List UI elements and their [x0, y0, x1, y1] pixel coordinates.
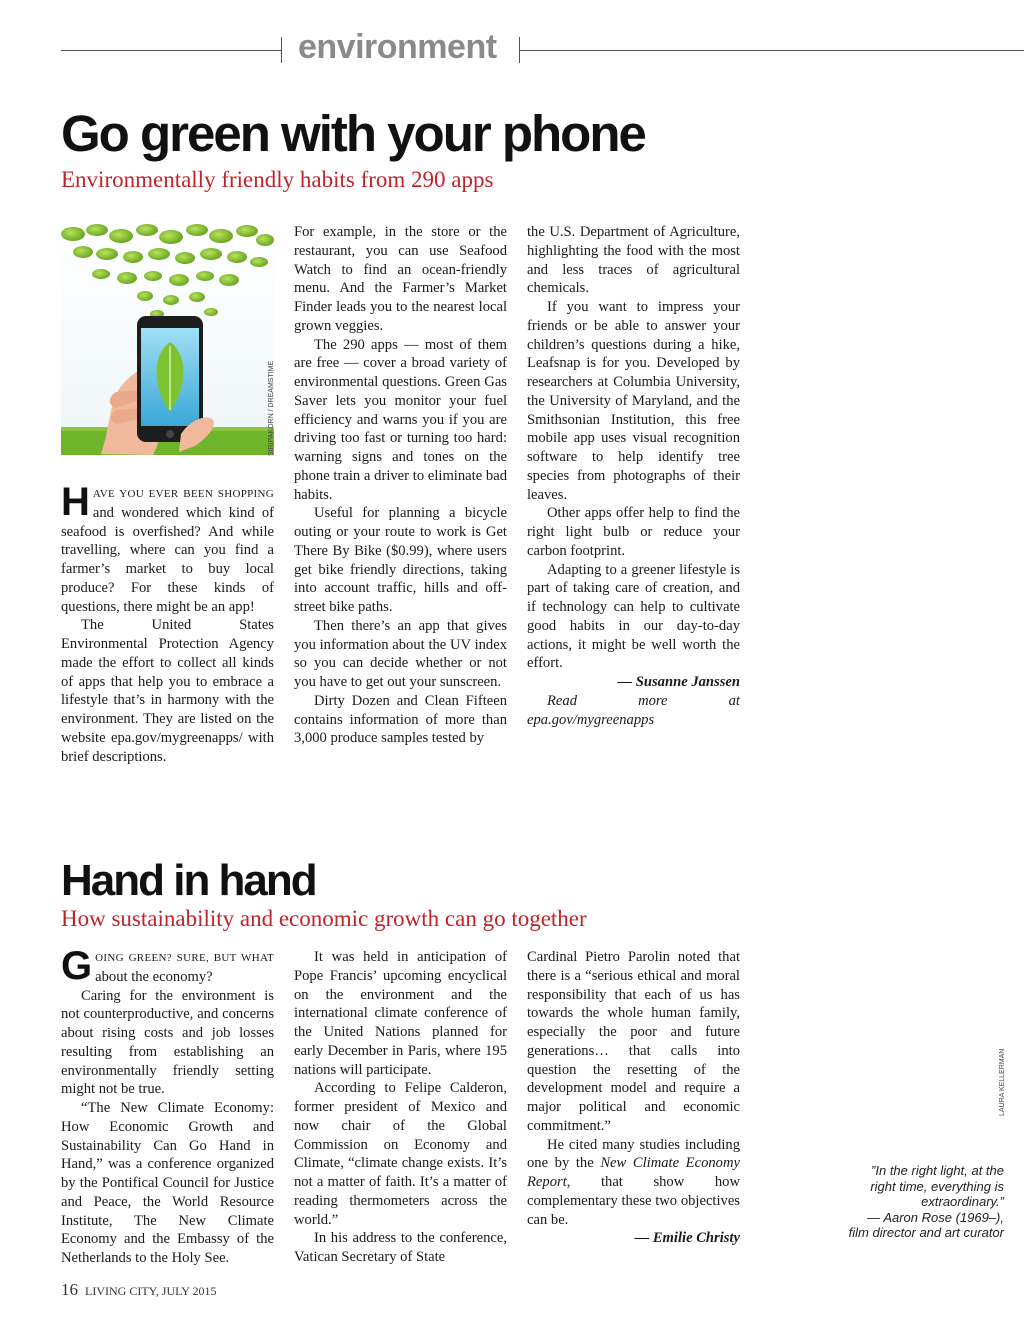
- article2-paragraph: Caring for the environment is not counterproductive, and concerns about rising costs and job losses resulting from establishing an environmentally friendly setting might not be true.: [61, 987, 274, 1098]
- publication-info: LIVING CITY, JULY 2015: [85, 1284, 217, 1298]
- phone-leaf-illustration: [61, 224, 274, 455]
- article1-paragraph: Adapting to a greener lifestyle is part of taking care of creation, and if technology can help to cultivate good habits in our day-to-day actions, it might be well worth the effort.: [527, 561, 740, 672]
- article2-lead-smallcaps: OING GREEN? SURE, BUT WHAT: [95, 952, 274, 964]
- article1-paragraph: For example, in the store or the restaurant, you can use Seafood Watch to find an ocean-friendly menu. And the Farmer’s Market Finder leads you to the nearest local grown veggies.: [294, 224, 507, 334]
- article1-author: — Susanne Janssen: [617, 674, 740, 690]
- sidebar-credit: LAURA KELLERMAN: [999, 1048, 1006, 1116]
- article2-title: Hand in hand: [61, 856, 316, 905]
- header-rule-left: [61, 50, 281, 51]
- article2-text: , that show how complementary these two objectives can be.: [527, 1174, 740, 1228]
- quote-attribution: — Aaron Rose (1969–), film director and art curator: [848, 1209, 1004, 1240]
- article2-paragraph: It was held in anticipation of Pope Francis’ upcoming encyclical on the environment and the international climate conference of the United Nations planned for early December in Paris, where 195 nations will participate.: [294, 949, 507, 1078]
- article2-paragraph: Cardinal Pietro Parolin noted that there is a “serious ethical and moral responsibility that each of us has towards the whole human family, especially the poor and future generations… that calls into question the resetting of the development model and require a major political and economic commitment.”: [527, 949, 740, 1134]
- article2-paragraph: “The New Climate Economy: How Economic Growth and Sustainability Can Go Hand in Hand,” was a conference organized by the Pontifical Council for Justice and Peace, the World Resource Institute, The New Climate Economy and the Embassy of the Netherlands to the Holy See.: [61, 1100, 274, 1266]
- article2-paragraph: [527, 1136, 740, 1230]
- article1-subtitle: Environmentally friendly habits from 290 apps: [61, 167, 494, 192]
- article1-paragraph: Dirty Dozen and Clean Fifteen contains information of more than 3,000 produce samples tested by: [294, 692, 507, 747]
- article1-paragraph: The 290 apps — most of them are free — cover a broad variety of environmental questions. Green Gas Saver lets you monitor your fuel efficiency and warns you if you are driving too fast or turning too hard: warning signs and tones on the phone train a driver to eliminate bad habits.: [294, 336, 507, 503]
- article1-column-1: [61, 480, 274, 766]
- page-footer: [61, 1280, 216, 1300]
- article1-readmore: Read more at epa.gov/mygreenapps: [527, 692, 740, 728]
- article1-paragraph: If you want to impress your friends or be able to answer your children’s questions during a hike, Leafsnap is for you. Developed by researchers at Columbia University, the University of Maryland, and the Smithsonian Institution, this free mobile app uses visual recognition software to help identify tree species from photographs of their leaves.: [527, 299, 740, 503]
- article2-paragraph: In his address to the conference, Vatican Secretary of State: [294, 1230, 507, 1265]
- page-number: 16: [61, 1280, 78, 1299]
- article1-paragraph: the U.S. Department of Agriculture, highlighting the food with the most and less traces of agricultural chemicals.: [527, 224, 740, 297]
- article2-lead-text: about the economy?: [95, 968, 213, 985]
- article2-lead-paragraph: [61, 944, 274, 988]
- article1-lead-smallcaps: AVE YOU EVER BEEN SHOPPING: [92, 488, 274, 500]
- article1-paragraph: Useful for planning a bicycle outing or your route to work is Get There By Bike ($0.99), where users get bike friendly directions, taking into account traffic, hills and off-street bike paths.: [294, 505, 507, 615]
- article2-column-2: [294, 948, 507, 1267]
- article2-column-1: [61, 944, 274, 1268]
- article2-paragraph: According to Felipe Calderon, former president of Mexico and now chair of the Global Commission on Economy and Climate, “climate change exists. It’s not a matter of faith. It’s a matter of reading thermometers across the world.”: [294, 1080, 507, 1228]
- article1-dropcap: H: [61, 480, 90, 524]
- article1-lead-text: and wondered which kind of seafood is overfished? And while travelling, where can you find a farmer’s market to buy local produce? For these kinds of questions, there might be an app!: [61, 504, 274, 615]
- article1-paragraph: Other apps offer help to find the right light bulb or reduce your carbon footprint.: [527, 505, 740, 559]
- quote-text: ”In the right light, at the right time, everything is extraordinary.”: [870, 1163, 1004, 1209]
- article1-paragraph: Then there’s an app that gives you information about the UV index so you can decide whether or not you have to get out your sunscreen.: [294, 617, 507, 690]
- article1-photo: [61, 224, 274, 455]
- article2-subtitle: How sustainability and economic growth can go together: [61, 906, 587, 931]
- photo-credit: SIRIPAKORN / DREAMSTIME: [268, 360, 275, 456]
- header-tick-left: [281, 37, 282, 63]
- article2-author: — Emilie Christy: [634, 1230, 740, 1247]
- article1-paragraph: The United States Environmental Protection Agency made the effort to collect all kinds of apps that help you to embrace a lifestyle that’s in harmony with the environment. They are listed on the website epa.gov/mygreenapps/ with brief descriptions.: [61, 617, 274, 765]
- sidebar-quote: [844, 1163, 1004, 1241]
- article1-column-3: [527, 223, 740, 729]
- section-label: environment: [298, 28, 497, 66]
- article1-lead-paragraph: [61, 480, 274, 616]
- header-rule-right: [520, 50, 1024, 51]
- article1-title: Go green with your phone: [61, 105, 645, 162]
- article2-dropcap: G: [61, 944, 93, 988]
- article2-text: He cited many studies including one by the: [527, 1136, 740, 1172]
- article2-column-3: [527, 948, 740, 1248]
- article2-report-title: New Climate Economy Report: [527, 1155, 740, 1190]
- article1-column-2: [294, 223, 507, 748]
